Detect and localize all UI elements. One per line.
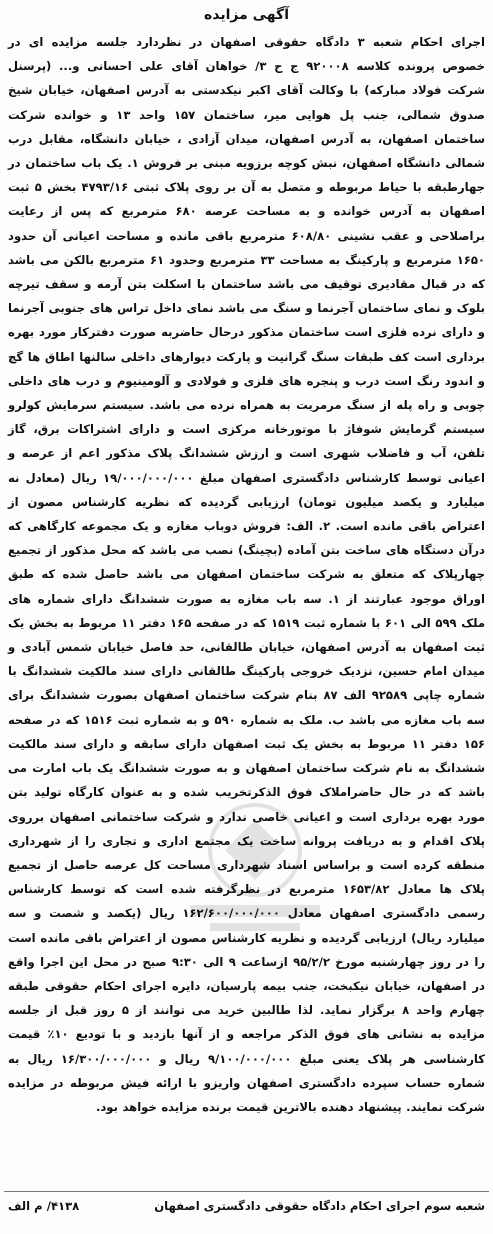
footer-code: ۴۱۳۸/ م الف bbox=[8, 1199, 80, 1213]
notice-footer bbox=[8, 1197, 485, 1215]
footer-issuer: شعبه سوم اجرای احکام دادگاه حقوقی دادگستری اصفهان bbox=[154, 1199, 485, 1213]
notice-body: اجرای احکام شعبه ۳ دادگاه حقوقی اصفهان در نظردارد جلسه مزایده ای در خصوص پرونده کلاسه ۹۲۰۰۰۸ ج ح ۳/ خواهان آقای علی احسانی و... (پرسنل شرکت فولاد مبارکه) با وکالت آقای اکبر نیکدستی به آدرس اصفهان، خیابان شیخ صدوق شمالی، جنب پل هوایی میر، ساختمان ۱۵۷ واحد ۱۳ و خوانده شرکت ساختمان اصفهان، به آدرس اصفهان، میدان آزادی ، خیابان دانشگاه، مقابل درب شمالی دانشگاه اصفهان، نبش کوچه برزویه مبنی بر فروش ۱. یک باب ساختمان در جهارطبقه با حیاط مربوطه و متصل به آن بر روی پلاک ثبتی ۴۷۹۳/۱۶ بخش ۵ ثبت اصفهان به آدرس خوانده و به مساحت عرصه ۶۸۰ مترمربع که پس از رعایت براصلاحی و عقب نشینی ۶۰۸/۸۰ مترمربع باقی مانده و مساحت اعیانی آن حدود ۱۶۵۰ مترمربع و پارکینگ به مساحت ۳۳ مترمربع وحدود ۶۱ مترمربع بالکن می باشد که در قبال مقادیری توقیف می باشد ساختمان با اسکلت بتن آرمه و سقف تیرچه بلوک و نمای ساختمان آجرنما و سنگ می باشد نمای داخل تراس های جنوبی آجرنما و دارای نرده فلزی است ساختمان مذکور درحال حاضربه صورت دفترکار مورد بهره برداری است کف طبقات سنگ گرانیت و پارکت دیوارهای داخلی سالنها اطاق ها گچ و اندود رنگ است درب و پنجره های فلزی و فولادی و آلومینیوم و درب های داخلی چوبی و راه پله از سنگ مرمریت به همراه نرده می باشد. سیستم سرمایش کولرو سیستم گرمایش شوفاژ با موتورخانه مرکزی است و دارای اشتراکات برق، گاز تلفن، آب و فاضلاب شهری است و ارزش ششدانگ پلاک مذکور اعم از عرصه و اعیانی توسط کارشناس دادگستری اصفهان مبلغ ۱۹/۰۰۰/۰۰۰/۰۰۰ ریال (معادل نه میلیارد و یکصد میلیون تومان) ارزیابی گردیده که نظریه کارشناس مصون از اعتراض باقی مانده است. ۲. الف: فروش دوباب مغازه و یک مجموعه کارگاهی که درآن دستگاه های ساخت بتن آماده (بچینگ) نصب می باشد که محل مذکور از تجمیع چهارپلاک که متعلق به شرکت ساختمان اصفهان می باشد حاصل شده که طبق اوراق موجود عبارتند از ۱. سه باب مغازه به صورت ششدانگ دارای شماره های ملک ۵۹۹ الی ۶۰۱ با شماره ثبت ۱۵۱۹ که در صفحه ۱۶۵ دفتر ۱۱ مربوط به بخش یک ثبت اصفهان به آدرس اصفهان، خیابان طالقانی، حد فاصل خیابان شمس آبادی و میدان امام حسین، نزدیک خروجی پارکینگ طالقانی دارای سند مالکیت ششدانگ با شماره چاپی ۹۲۵۸۹ الف ۸۷ بنام شرکت ساختمان اصفهان بصورت ششدانگ برای سه باب مغازه می باشد ب. ملک به شماره ۵۹۰ و به شماره ثبت ۱۵۱۶ که در صفحه ۱۵۶ دفتر ۱۱ مربوط به بخش یک ثبت اصفهان دارای سابقه و دارای سند مالکیت ششدانگ به نام شرکت ساختمان اصفهان و به صورت ششدانگ یک باب امارت می باشد که در حال حاضراملاک فوق الذکرتخریب شده و به عنوان کارگاه تولید بتن مورد بهره برداری است و اعیانی خاصی ندارد و شرکت ساختمانی اصفهان برروی پلاک اقدام و به دریافت پروانه ساخت یک مجتمع اداری و تجاری را از شهرداری منطقه کرده است و براساس اسناد شهرداری مساحت کل عرصه حاصل از تجمیع پلاک ها معادل ۱۶۵۳/۸۲ مترمربع در نظرگرفته شده است که توسط کارشناس رسمی دادگستری اصفهان معادل ۱۶۲/۶۰۰/۰۰۰/۰۰۰ ریال (یکصد و شصت و سه میلیارد ریال) ارزیابی گردیده و نظریه کارشناس مصون از اعتراض باقی مانده است را در روز چهارشنبه مورخ ۹۵/۲/۲ ازساعت ۹ الی ۹:۳۰ صبح در محل این اجرا واقع در اصفهان، خیابان نیکبخت، جنب بیمه پارسیان، دایره اجرای احکام حقوقی طبقه چهارم واحد ۸ برگزار نماید. لذا طالبین خرید می توانند از ۵ روز قبل از جلسه مزایده به نشانی های فوق الذکر مراجعه و از آنها بازدید و با تودیع ۱۰٪ قیمت کارشناسی هر پلاک یعنی مبلغ ۹/۱۰۰/۰۰۰/۰۰۰ ریال و ۱۶/۳۰۰/۰۰۰/۰۰۰ ریال به شماره حساب سپرده دادگستری اصفهان واریزو با ارائه فیش مربوطه در مزایده شرکت نمایند. پیشنهاد دهنده بالاترین قیمت برنده مزایده خواهد بود. bbox=[8, 35, 486, 1114]
notice-title: آگهی مزایده bbox=[203, 7, 289, 23]
footer-divider bbox=[4, 1191, 489, 1192]
